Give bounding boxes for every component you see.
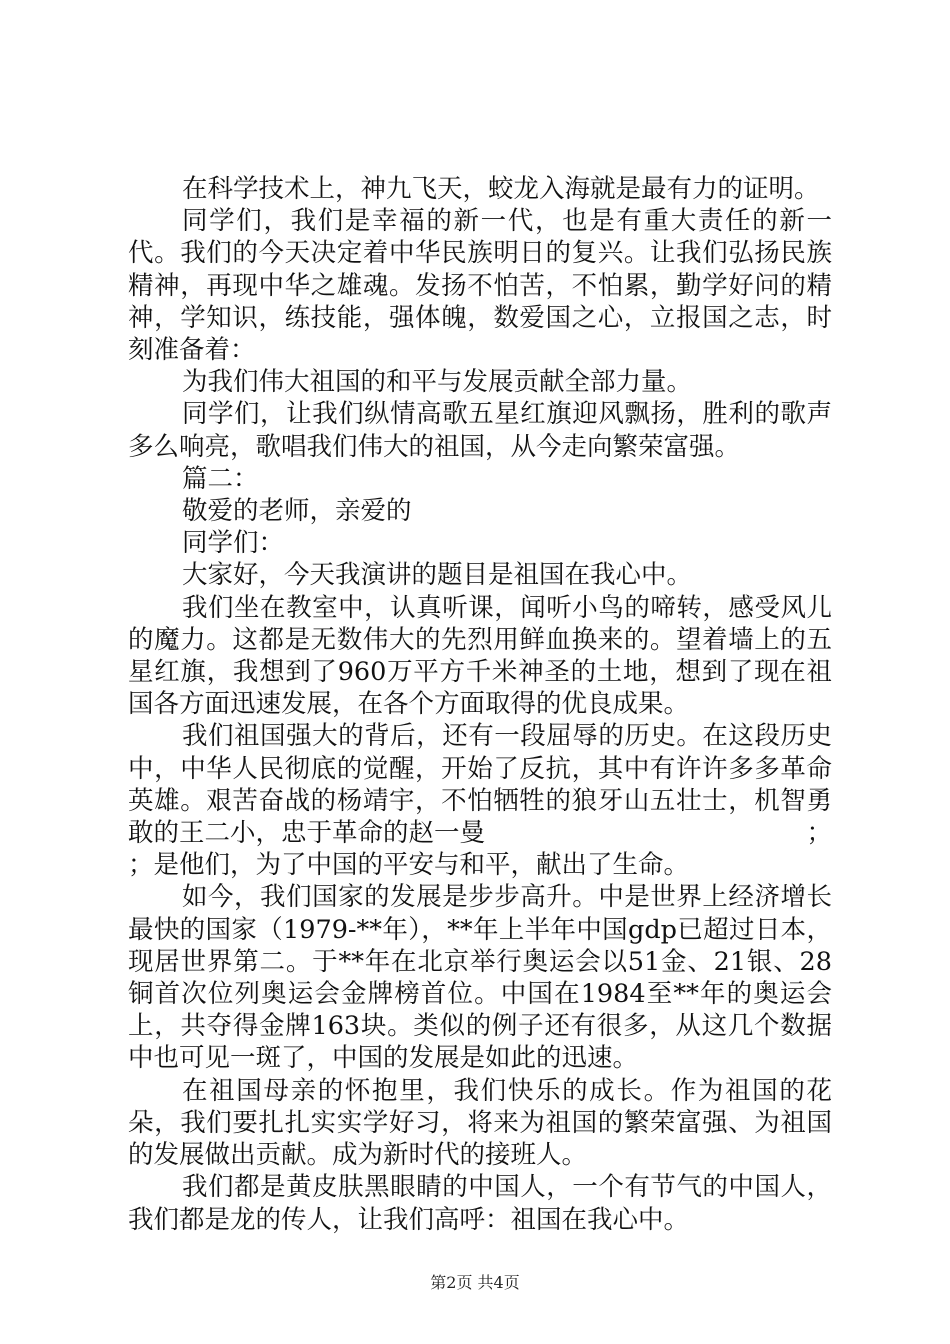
paragraph: 大家好，今天我演讲的题目是祖国在我心中。 (182, 560, 693, 591)
paragraph: 在科学技术上，神九飞天，蛟龙入海就是最有力的证明。 (182, 174, 820, 204)
gap-end-mark: ； (806, 818, 832, 849)
section-heading: 篇二： (182, 463, 259, 494)
paragraph-continuation: ；是他们，为了中国的平安与和平，献出了生命。 (128, 850, 690, 881)
paragraph: 如今，我们国家的发展是步步高升。中是世界上经济增长最快的国家（1979-**年），**年上半年中国gdp已超过日本，现居世界第二。于**年在北京举行奥运会以51金、21银、28铜首次位列奥运会金牌榜首位。中国在1984至**年的奥运会上，共夺得金牌163块。类似的例子还有很多，从这几个数据中也可见一斑了，中国的发展是如此的迅速。 (128, 882, 832, 1074)
salutation-line: 敬爱的老师，亲爱的 (182, 496, 412, 527)
paragraph-text: 我们祖国强大的背后，还有一段屈辱的历史。在这段历史中，中华人民彻底的觉醒，开始了反抗，其中有许许多多革命英雄。艰苦奋战的杨靖宇，不怕牺牲的狼牙山五壮士，机智勇敢的王二小，忠于革命的赵一曼 (128, 721, 832, 849)
paragraph: 我们坐在教室中，认真听课，闻听小鸟的啼转，感受风儿的魔力。这都是无数伟大的先烈用鲜血换来的。望着墙上的五星红旗，我想到了960万平方千米神圣的土地，想到了现在祖国各方面迅速发展，在各个方面取得的优良成果。 (128, 592, 832, 720)
salutation-line: 同学们： (182, 528, 285, 559)
paragraph: 在祖国母亲的怀抱里，我们快乐的成长。作为祖国的花朵，我们要扎扎实实学好习，将来为祖国的繁荣富强、为祖国的发展做出贡献。成为新时代的接班人。 (128, 1075, 832, 1171)
paragraph: 同学们，让我们纵情高歌五星红旗迎风飘扬，胜利的歌声多么响亮，歌唱我们伟大的祖国，从今走向繁荣富强。 (128, 399, 832, 462)
document-body (128, 173, 832, 1236)
paragraph: 为我们伟大祖国的和平与发展贡献全部力量。 (182, 367, 693, 398)
page-footer: 第2页 共4页 (430, 1273, 520, 1292)
paragraph: 我们都是黄皮肤黑眼睛的中国人，一个有节气的中国人，我们都是龙的传人，让我们高呼：祖国在我心中。 (128, 1172, 832, 1235)
paragraph (128, 720, 832, 849)
paragraph: 同学们，我们是幸福的新一代，也是有重大责任的新一代。我们的今天决定着中华民族明日的复兴。让我们弘扬民族精神，再现中华之雄魂。发扬不怕苦，不怕累，勤学好问的精神，学知识，练技能，强体魄，数爱国之心，立报国之志，时刻准备着： (128, 206, 832, 366)
